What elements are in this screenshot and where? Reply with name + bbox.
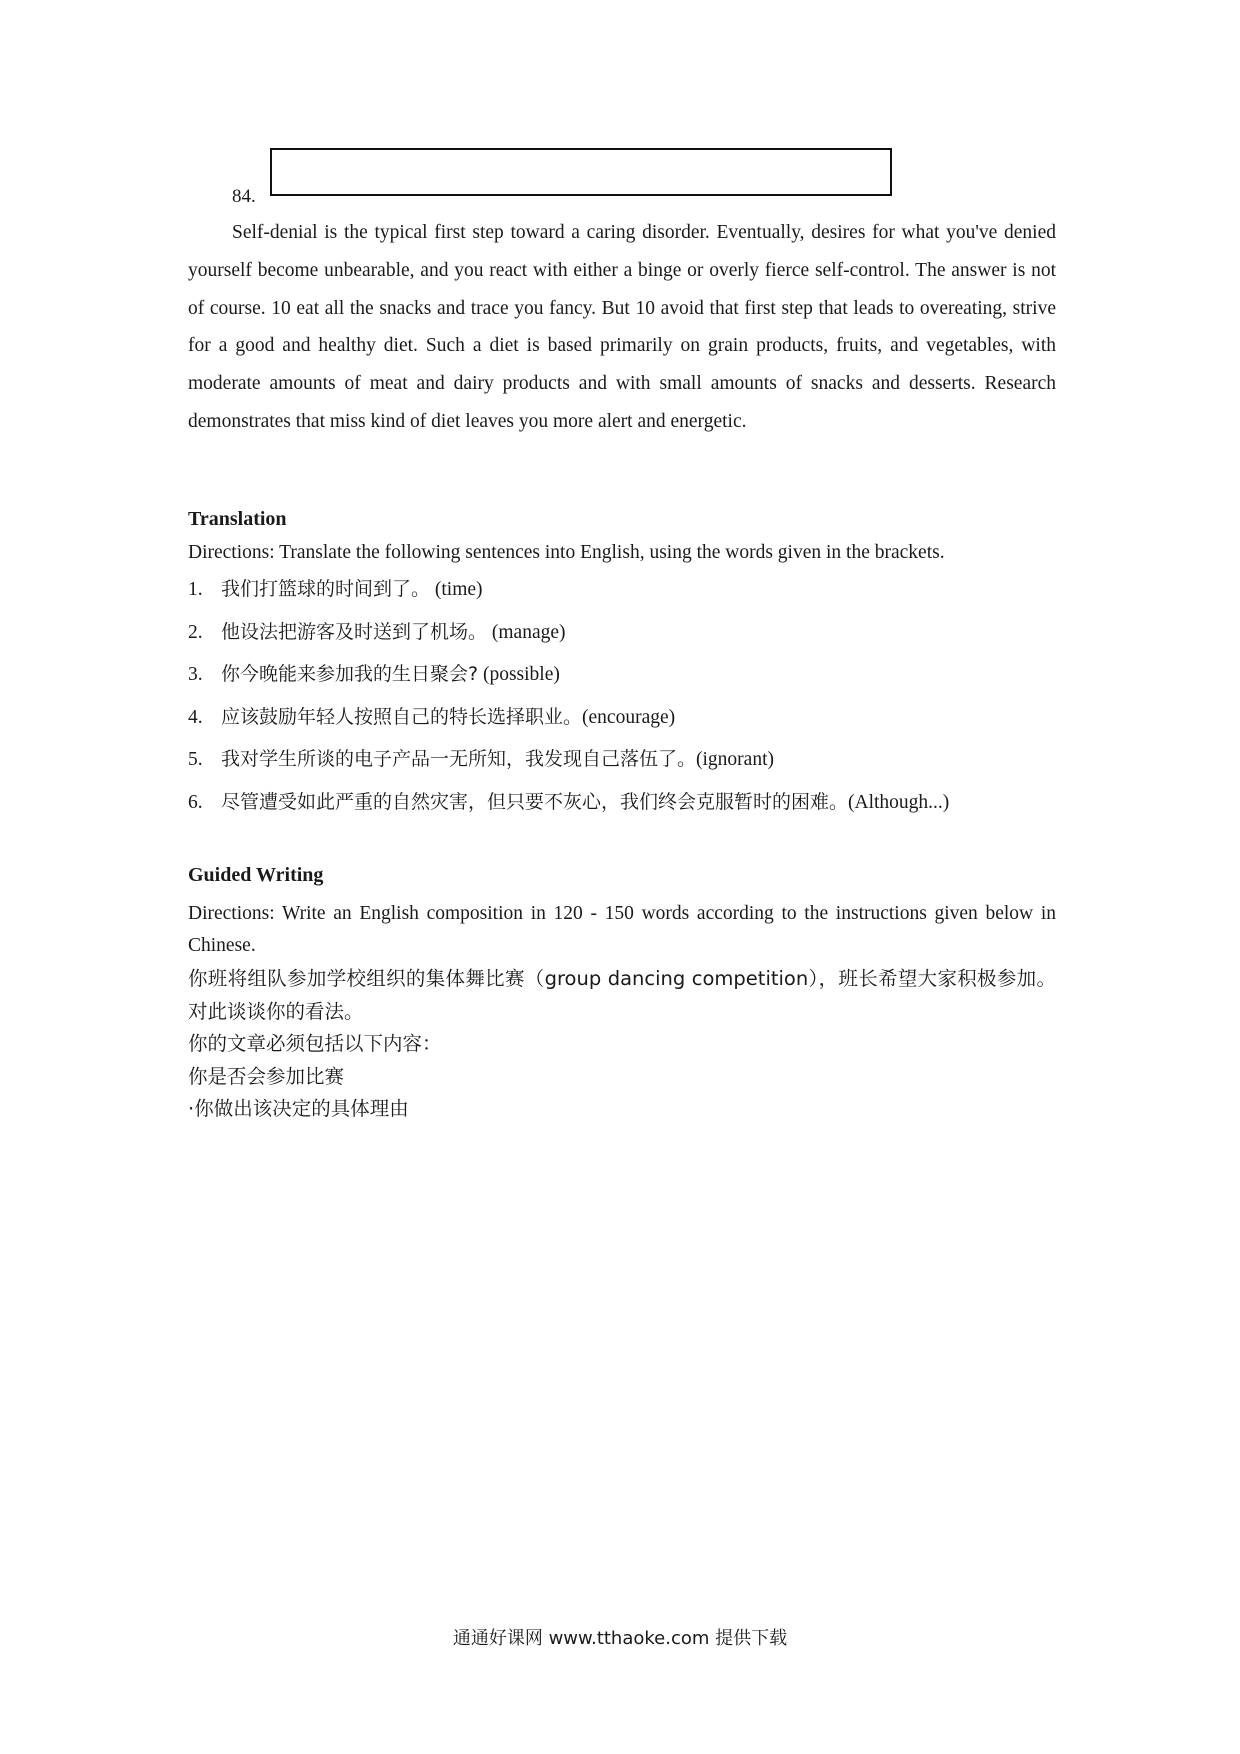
chinese-sentence: 他设法把游客及时送到了机场。 [221,620,488,643]
list-item [188,574,1068,617]
translation-list [188,574,1068,829]
translation-directions: Directions: Translate the following sentences into English, using the words given in the brackets. [188,542,945,563]
item-number: 6. [188,791,203,813]
word-hint: (Although...) [848,791,950,813]
word-hint: (manage) [487,621,566,643]
chinese-sentence: 我对学生所谈的电子产品一无所知，我发现自己落伍了。 [221,748,697,770]
guided-writing-instructions [188,963,1056,1126]
guided-writing-directions: Directions: Write an English composition in 120 - 150 words according to the instructions given below in Chinese. [188,903,1056,956]
guided-writing-heading: Guided Writing [188,864,324,886]
instruction-line: 你的文章必须包括以下内容： [188,1032,442,1055]
list-item [188,617,1068,660]
item-number: 3. [188,664,203,685]
translation-heading: Translation [188,508,287,530]
chinese-sentence: 我们打篮球的时间到了。 [221,578,431,600]
item-number: 5. [188,749,203,770]
list-item [188,744,1068,787]
list-item [188,702,1068,745]
list-item [188,787,1068,830]
instruction-line: 你班将组队参加学校组织的集体舞比赛（group dancing competition），班长希望大家积极参加。对此谈谈你的看法。 [188,967,1056,1023]
item-number: 2. [188,621,203,643]
chinese-sentence: 你今晚能来参加我的生日聚会? [221,663,479,685]
chinese-sentence: 应该鼓励年轻人按照自己的特长选择职业。 [221,705,583,728]
question-number: 84. [232,186,256,207]
passage-paragraph: Self-denial is the typical first step toward a caring disorder. Eventually, desires for what you've denied yourself become unbearable, and you react with either a binge or overly fierce self-control. The answer is not of course. 10 eat all the snacks and trace you fancy. But 10 avoid that first step that leads to overeating, strive for a good and healthy diet. Such a diet is based primarily on grain products, fruits, and vegetables, with moderate amounts of meat and dairy products and with small amounts of snacks and desserts. Research demonstrates that miss kind of diet leaves you more alert and energetic. [188,222,1056,432]
page-footer: 通通好课网 www.tthaoke.com 提供下载 [452,1628,788,1649]
item-number: 1. [188,579,203,600]
word-hint: (time) [430,579,483,600]
answer-box[interactable] [270,148,892,196]
word-hint: (ignorant) [696,749,774,770]
instruction-line: 你是否会参加比赛 [188,1064,345,1088]
item-number: 4. [188,706,203,728]
instruction-line: ·你做出该决定的具体理由 [188,1097,409,1120]
list-item [188,659,1068,702]
word-hint: (possible) [478,664,560,685]
chinese-sentence: 尽管遭受如此严重的自然灾害，但只要不灰心，我们终会克服暂时的困难。 [221,790,849,813]
word-hint: (encourage) [582,706,676,728]
